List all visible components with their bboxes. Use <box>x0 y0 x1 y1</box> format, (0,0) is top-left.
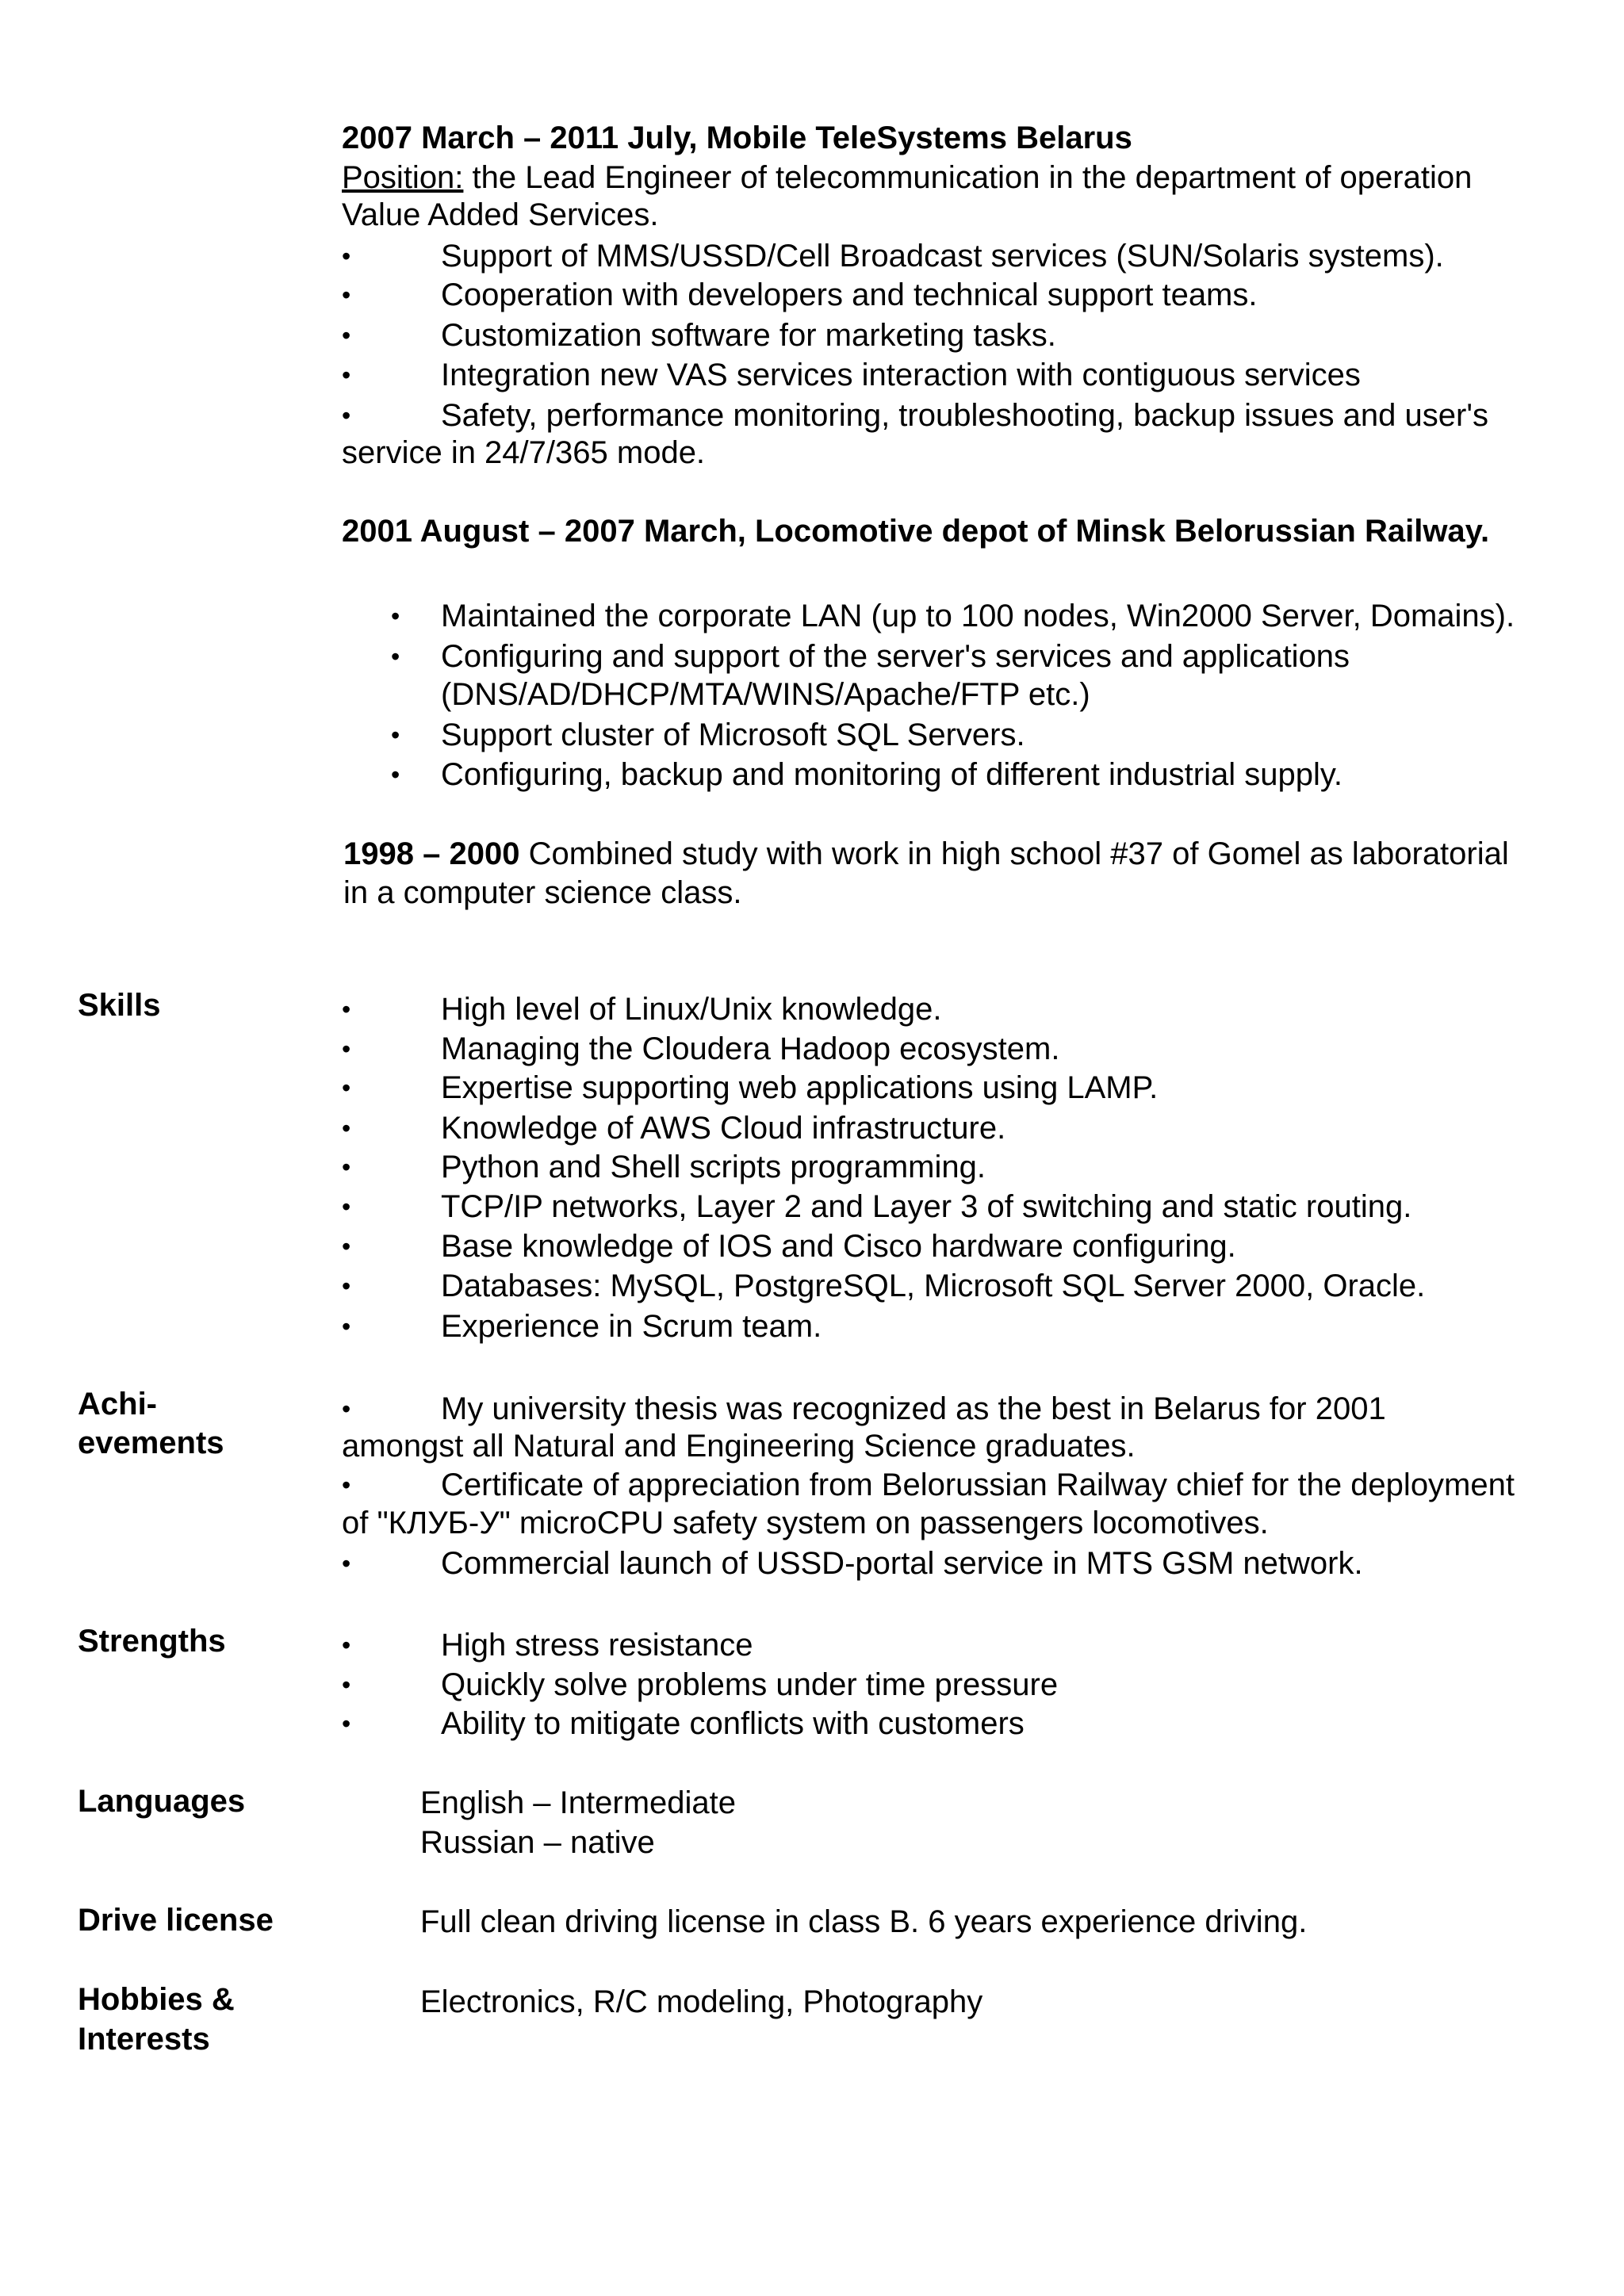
skill-item: TCP/IP networks, Layer 2 and Layer 3 of switching and static routing. <box>441 1189 1412 1224</box>
achievement-item: My university thesis was recognized as the best in Belarus for 2001 <box>441 1391 1386 1426</box>
strengths-heading: Strengths <box>78 1624 226 1659</box>
strength-item: High stress resistance <box>441 1628 753 1663</box>
bullet-icon: • <box>342 281 351 309</box>
bullet-icon: • <box>342 1395 351 1423</box>
railway-item: Support cluster of Microsoft SQL Servers. <box>441 718 1025 752</box>
mts-item: Support of MMS/USSD/Cell Broadcast services (SUN/Solaris systems). <box>441 239 1444 274</box>
language-russian: Russian – native <box>420 1825 655 1860</box>
position-label: Position: <box>342 160 464 195</box>
mts-item: Safety, performance monitoring, troubleshooting, backup issues and user's <box>441 398 1488 433</box>
skill-item: Experience in Scrum team. <box>441 1309 822 1344</box>
bullet-icon: • <box>342 995 351 1024</box>
skill-item: Knowledge of AWS Cloud infrastructure. <box>441 1111 1006 1146</box>
bullet-icon: • <box>391 602 400 630</box>
achievements-heading-2: evements <box>78 1425 224 1460</box>
railway-item: Configuring and support of the server's services and applications <box>441 639 1350 674</box>
bullet-icon: • <box>342 1670 351 1699</box>
railway-item: Maintained the corporate LAN (up to 100 nodes, Win2000 Server, Domains). <box>441 599 1515 633</box>
hobbies-heading-2: Interests <box>78 2022 210 2057</box>
language-english: English – Intermediate <box>420 1785 737 1820</box>
bullet-icon: • <box>391 642 400 671</box>
skills-heading: Skills <box>78 988 161 1023</box>
school-line <box>343 834 1509 874</box>
school-text: Combined study with work in high school #37 of Gomel as laboratorial <box>519 836 1509 871</box>
drive-text: Full clean driving license in class B. 6 years experience driving. <box>420 1904 1308 1939</box>
bullet-icon: • <box>342 1709 351 1738</box>
achievement-item: Certificate of appreciation from Belorussian Railway chief for the deployment <box>441 1468 1515 1502</box>
skill-item: Managing the Cloudera Hadoop ecosystem. <box>441 1031 1060 1066</box>
bullet-icon: • <box>342 1073 351 1102</box>
bullet-icon: • <box>342 1232 351 1261</box>
bullet-icon: • <box>342 1312 351 1341</box>
mts-item: Customization software for marketing tasks. <box>441 318 1056 353</box>
bullet-icon: • <box>342 1035 351 1063</box>
bullet-icon: • <box>342 1631 351 1659</box>
bullet-icon: • <box>342 1192 351 1221</box>
achievements-heading-1: Achi- <box>78 1387 157 1422</box>
school-cont: in a computer science class. <box>343 875 742 910</box>
bullet-icon: • <box>342 1153 351 1181</box>
mts-item: Cooperation with developers and technical support teams. <box>441 277 1258 312</box>
railway-item: Configuring, backup and monitoring of different industrial supply. <box>441 757 1342 792</box>
bullet-icon: • <box>342 1549 351 1578</box>
hobbies-heading-1: Hobbies & <box>78 1982 235 2017</box>
skill-item: Expertise supporting web applications using LAMP. <box>441 1070 1159 1105</box>
achievement-item-cont: amongst all Natural and Engineering Science graduates. <box>342 1429 1136 1464</box>
skill-item: Python and Shell scripts programming. <box>441 1150 986 1184</box>
bullet-icon: • <box>391 721 400 749</box>
school-years: 1998 – 2000 <box>343 836 520 871</box>
bullet-icon: • <box>391 760 400 789</box>
bullet-icon: • <box>342 1272 351 1300</box>
mts-position-cont: Value Added Services. <box>342 197 659 232</box>
bullet-icon: • <box>342 242 351 270</box>
strength-item: Ability to mitigate conflicts with customers <box>441 1706 1025 1741</box>
strength-item: Quickly solve problems under time pressure <box>441 1667 1059 1702</box>
bullet-icon: • <box>342 1471 351 1499</box>
drive-heading: Drive license <box>78 1903 274 1938</box>
achievement-item: Commercial launch of USSD-portal service in MTS GSM network. <box>441 1546 1363 1581</box>
railway-title: 2001 August – 2007 March, Locomotive depot of Minsk Belorussian Railway. <box>342 514 1490 549</box>
achievement-item-cont: of "КЛУБ-У" microCPU safety system on passengers locomotives. <box>342 1506 1269 1540</box>
bullet-icon: • <box>342 321 351 350</box>
mts-item: Integration new VAS services interaction with contiguous services <box>441 358 1361 392</box>
mts-item-cont: service in 24/7/365 mode. <box>342 435 706 470</box>
skill-item: High level of Linux/Unix knowledge. <box>441 992 942 1027</box>
bullet-icon: • <box>342 361 351 389</box>
bullet-icon: • <box>342 401 351 430</box>
languages-heading: Languages <box>78 1784 246 1819</box>
mts-position <box>342 158 1472 197</box>
skill-item: Base knowledge of IOS and Cisco hardware configuring. <box>441 1229 1236 1264</box>
hobbies-text: Electronics, R/C modeling, Photography <box>420 1984 983 2019</box>
position-text: the Lead Engineer of telecommunication in the department of operation <box>463 160 1473 195</box>
skill-item: Databases: MySQL, PostgreSQL, Microsoft SQL Server 2000, Oracle. <box>441 1269 1426 1303</box>
bullet-icon: • <box>342 1114 351 1142</box>
railway-item-cont: (DNS/AD/DHCP/MTA/WINS/Apache/FTP etc.) <box>441 677 1090 712</box>
mts-title: 2007 March – 2011 July, Mobile TeleSystems Belarus <box>342 121 1132 155</box>
